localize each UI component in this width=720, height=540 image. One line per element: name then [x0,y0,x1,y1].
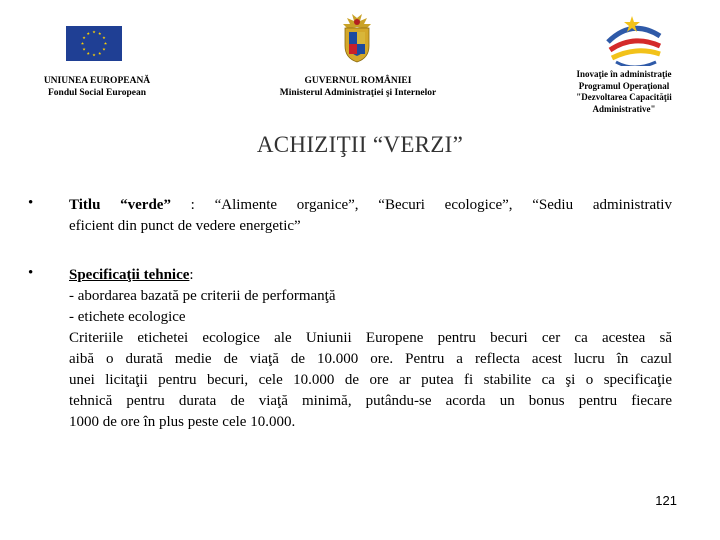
programme-caption-line2: Programul Operaţional [578,80,670,91]
eu-caption [22,75,172,99]
page-number: 121 [655,493,677,508]
bullet-item-line [69,195,672,216]
slide-title: ACHIZIŢII “VERZI” [256,132,464,157]
bullet-text-line2: eficient din punct de vedere energetic” [69,218,301,234]
operational-programme-star-logo [598,14,670,66]
government-caption [268,75,448,99]
eu-caption-line1: UNIUNEA EUROPEANĂ [43,76,151,86]
spec-paragraph-line: 1000 de ore în plus peste cele 10.000. [69,414,296,430]
spec-paragraph-line: unei licitaţii pentru becuri, cele 10.000 de ore ar putea fi stabilite ca şi o specificaţie [69,372,672,388]
spec-paragraph-line: Criteriile etichetei ecologice ale Uniunii Europene pentru becuri cer ca acestea să [69,330,672,346]
programme-caption-line3: "Dezvoltarea Capacităţii [576,92,672,102]
eu-flag-logo [66,26,122,61]
bullet-text: : “Alimente organice”, “Becuri ecologice”, “Sediu administrativ [170,197,672,213]
bullet-heading-line [69,265,672,286]
programme-caption [562,69,686,115]
bullet-heading-suffix: : [189,267,194,283]
bullet-marker: • [28,265,34,281]
bullet-item-green-title [69,195,672,237]
spec-paragraph-line: tehnică pentru durata de viaţă minimă, putându-se acorda un bonus pentru fiecare [69,393,672,409]
programme-caption-line4: Administrative" [592,103,656,114]
bullet-marker: • [28,195,34,211]
government-caption-line1: GUVERNUL ROMÂNIEI [304,76,412,86]
bullet-heading: Specificaţii tehnice [69,267,190,283]
bullet-heading: Titlu “verde” [69,197,171,213]
bullet-item-technical-specs [69,265,672,433]
programme-caption-line1: Inovaţie în administraţie [576,69,672,79]
spec-line: - abordarea bazată pe criterii de performanţă [69,288,336,304]
romania-coat-of-arms-logo [340,12,374,64]
spec-paragraph-line: aibă o durată medie de viaţă de 10.000 ore. Pentru a reflecta acest lucru în cazul [69,351,672,367]
spec-line: - etichete ecologice [69,309,186,325]
government-caption-line2: Ministerul Administraţiei şi Internelor [279,88,437,98]
eu-caption-line2: Fondul Social European [47,88,147,98]
